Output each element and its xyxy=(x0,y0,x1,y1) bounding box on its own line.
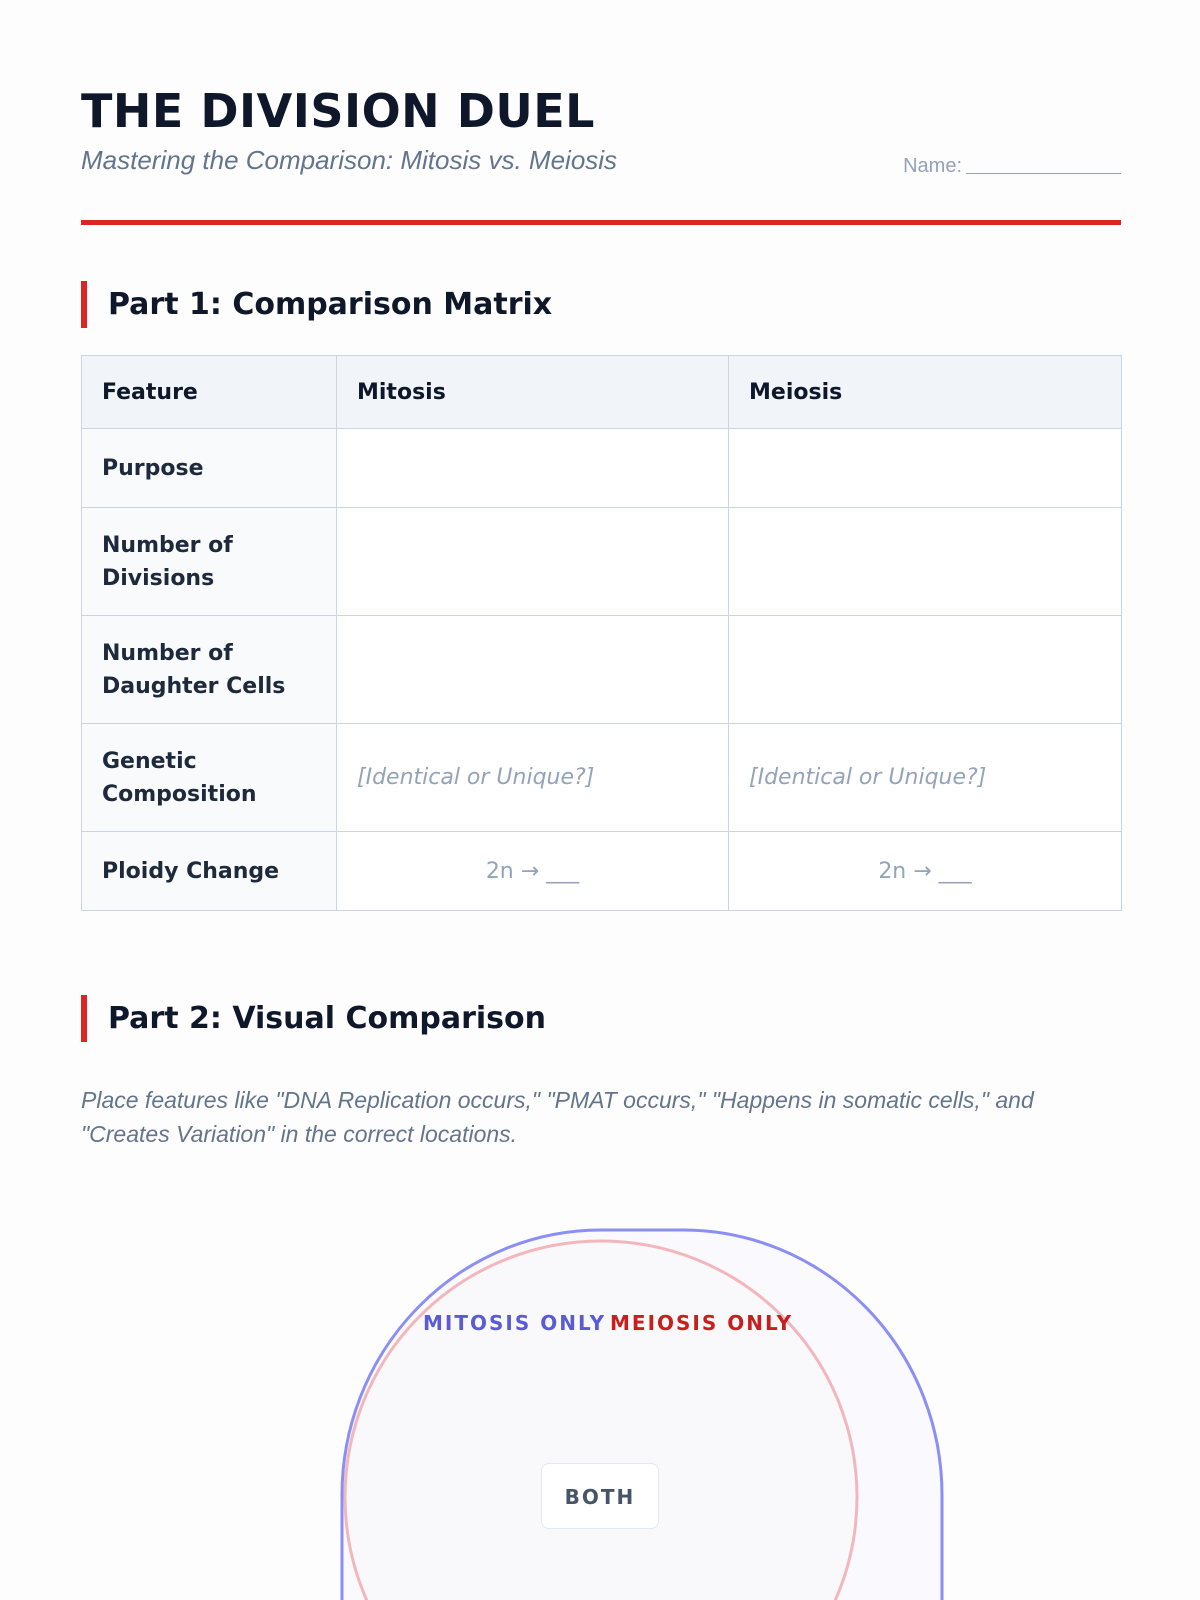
table-row xyxy=(82,724,1122,832)
both-label: BOTH xyxy=(541,1463,659,1529)
cell-meiosis-daughter-cells[interactable] xyxy=(729,616,1122,724)
part2-heading: Part 2: Visual Comparison xyxy=(81,995,546,1042)
cell-mitosis-purpose[interactable] xyxy=(337,429,729,508)
mitosis-circle xyxy=(342,1230,942,1600)
venn-circles xyxy=(81,1225,1121,1600)
row-label-genetic-composition: Genetic Composition xyxy=(82,724,337,832)
venn-diagram xyxy=(81,1225,1121,1600)
row-label-daughter-cells: Number of Daughter Cells xyxy=(82,616,337,724)
column-header-mitosis: Mitosis xyxy=(337,356,729,429)
cell-meiosis-ploidy[interactable]: 2n → ___ xyxy=(729,832,1122,911)
table-row xyxy=(82,616,1122,724)
page-title: THE DIVISION DUEL xyxy=(81,84,595,138)
cell-meiosis-genetic-composition[interactable]: [Identical or Unique?] xyxy=(729,724,1122,832)
comparison-matrix xyxy=(81,355,1122,911)
venn-instructions: Place features like "DNA Replication occurs," "PMAT occurs," "Happens in somatic cells," and "Creates Variation" in the correct locations. xyxy=(81,1087,1034,1147)
table-header-row xyxy=(82,356,1122,429)
column-header-meiosis: Meiosis xyxy=(729,356,1122,429)
cell-mitosis-genetic-composition[interactable]: [Identical or Unique?] xyxy=(337,724,729,832)
row-label-purpose: Purpose xyxy=(82,429,337,508)
name-field[interactable] xyxy=(903,155,1121,178)
table-row xyxy=(82,832,1122,911)
cell-meiosis-divisions[interactable] xyxy=(729,508,1122,616)
cell-mitosis-daughter-cells[interactable] xyxy=(337,616,729,724)
meiosis-only-label: MEIOSIS ONLY xyxy=(610,1311,794,1335)
cell-meiosis-purpose[interactable] xyxy=(729,429,1122,508)
column-header-feature: Feature xyxy=(82,356,337,429)
row-label-divisions: Number of Divisions xyxy=(82,508,337,616)
mitosis-only-label: MITOSIS ONLY xyxy=(423,1311,607,1335)
name-label: Name: xyxy=(903,155,962,177)
cell-mitosis-divisions[interactable] xyxy=(337,508,729,616)
row-label-ploidy-change: Ploidy Change xyxy=(82,832,337,911)
name-blank-line[interactable] xyxy=(966,155,1121,174)
page-subtitle: Mastering the Comparison: Mitosis vs. Meiosis xyxy=(81,145,618,175)
cell-mitosis-ploidy[interactable]: 2n → ___ xyxy=(337,832,729,911)
header-divider xyxy=(81,220,1121,225)
part1-heading: Part 1: Comparison Matrix xyxy=(81,281,552,328)
table-row xyxy=(82,429,1122,508)
table-row xyxy=(82,508,1122,616)
worksheet-page xyxy=(81,0,1121,1600)
